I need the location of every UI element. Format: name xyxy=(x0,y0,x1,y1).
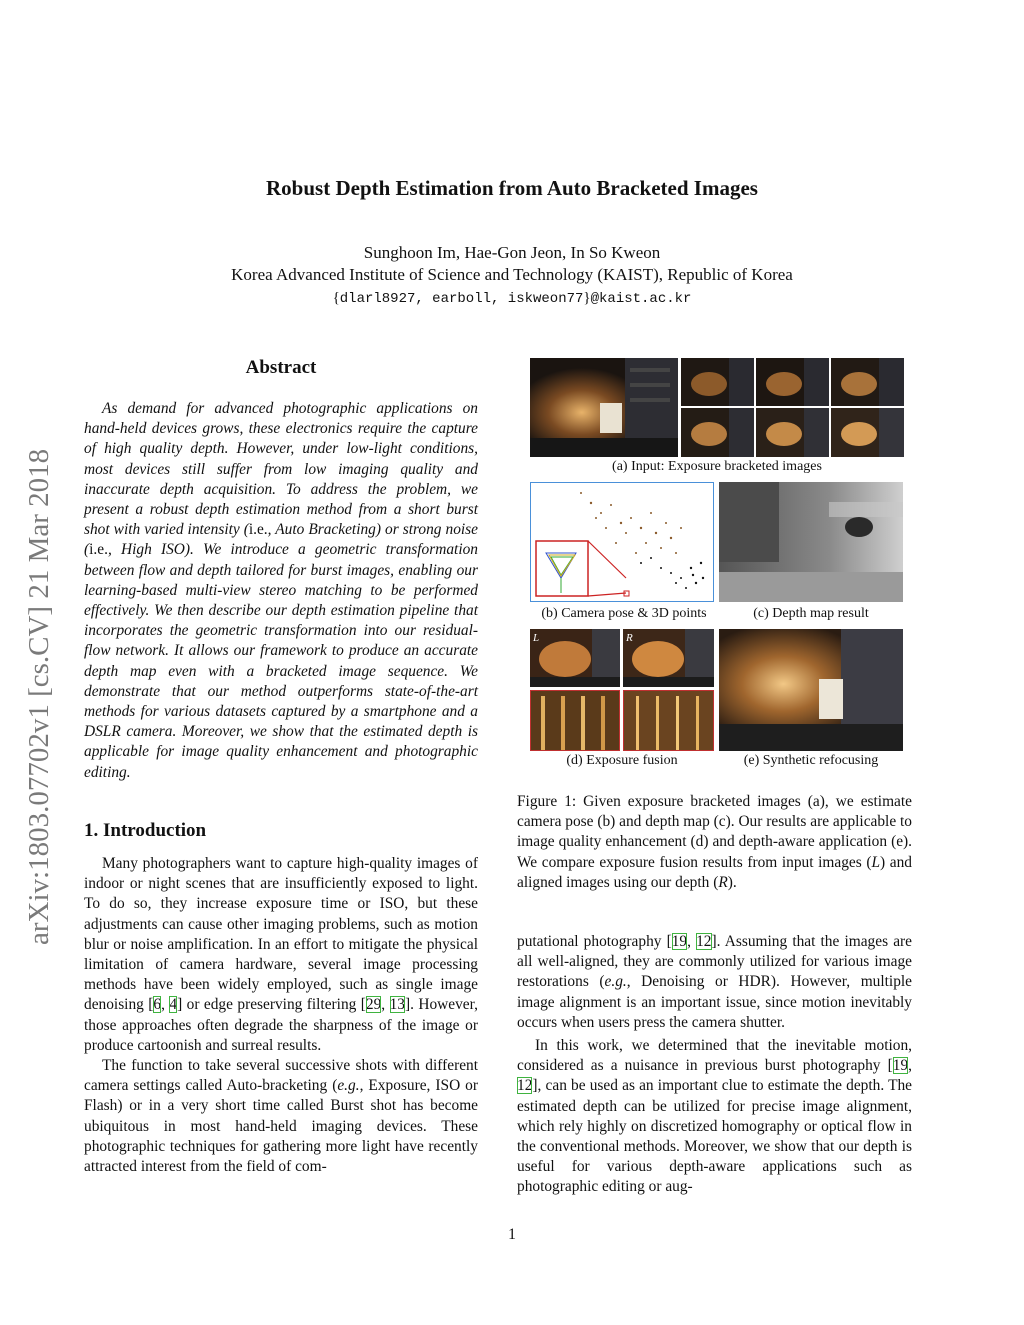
email-brace-close: } xyxy=(583,290,591,306)
figure-panel-d-1 xyxy=(530,629,620,687)
bracket-thumb-image xyxy=(831,358,904,406)
abstract-ie-1: i.e. xyxy=(248,521,268,539)
figure-panel-d-3 xyxy=(530,690,620,751)
citation-link[interactable]: 19 xyxy=(671,933,688,950)
paper-title: Robust Depth Estimation from Auto Bracketed Images xyxy=(266,176,758,200)
night-scene-image xyxy=(530,358,678,457)
right-paragraph-1 xyxy=(517,932,912,1033)
figure-panel-b xyxy=(530,482,714,602)
abstract-heading: Abstract xyxy=(245,357,317,378)
bracket-thumb-image xyxy=(756,408,829,457)
fusion-crop-image xyxy=(624,691,714,751)
caption-panel-a: (a) Input: Exposure bracketed images xyxy=(612,459,822,474)
right-text-1b: ]. Assuming that the images are all well-aligned, they are commonly utilized for various image restorations ( xyxy=(517,933,912,991)
right-column-body xyxy=(517,932,912,1198)
caption-panel-b: (b) Camera pose & 3D points xyxy=(541,606,707,621)
depth-map-image xyxy=(719,482,903,602)
citation-link[interactable]: 13 xyxy=(389,996,405,1014)
right-text-1c: , Denoising or HDR). However, multiple image alignment is an important issue, since motion inevitably occurs when users press the camera shutter. xyxy=(517,973,912,1031)
refocus-image xyxy=(719,629,903,751)
citation-link[interactable]: 4 xyxy=(169,996,178,1014)
citation-separator: , xyxy=(687,933,697,950)
figure-panel-a-thumb-5 xyxy=(756,408,829,457)
right-text-2a: In this work, we determined that the inevitable motion, considered as a nuisance in previous burst photography [ xyxy=(517,1037,912,1075)
intro-heading: 1. Introduction xyxy=(84,820,207,841)
intro-text-1c: ]. However, those approaches often degrade the sharpness of the image or produce cartoonish and surreal results. xyxy=(84,996,478,1054)
fusion-image xyxy=(623,629,714,687)
bracket-thumb-image xyxy=(756,358,829,406)
figure-caption-text-b: ) and aligned images using our depth ( xyxy=(517,853,912,891)
citation-separator: , xyxy=(161,996,170,1014)
intro-paragraph-1 xyxy=(84,854,478,1056)
intro-eg: e.g. xyxy=(337,1077,360,1095)
bracket-thumb-image xyxy=(681,408,754,457)
abstract-text-3: , High ISO). We introduce a geometric transformation between flow and depth tailored for burst images, enabling our learning-based multi-view stereo matching to be performed effectively. We then describe our depth estimation pipeline that incorporates the geometric transformation into our residual-flow network. It allows our framework to produce an accurate depth map even with a bracketed image sequence. We demonstrate that our method outperforms state-of-the-art methods for various datasets captured by a smartphone and a DSLR camera. Moreover, we show that the estimated depth is applicable for image quality enhancement and photographic editing. xyxy=(84,541,478,781)
citation-separator: , xyxy=(381,996,390,1014)
author-names: Sunghoon Im, Hae-Gon Jeon, In So Kweon xyxy=(363,243,661,262)
right-text-1a: putational photography [ xyxy=(517,933,672,950)
figure-panel-d-4 xyxy=(623,690,714,751)
abstract-text-2: , Auto Bracketing) or strong noise ( xyxy=(84,521,478,559)
intro-text-1a: Many photographers want to capture high-quality images of indoor or night scenes that are insufficiently exposed to light. To do so, they increase exposure time or ISO, but these adjustments can cause other imaging problems, such as motion blur or noise amplification. In an effort to mitigate the physical limitation of camera hardware, several image processing methods have been widely employed, such as single image denoising [ xyxy=(84,855,478,1014)
figure-panel-c xyxy=(719,482,903,602)
abstract-ie-2: i.e. xyxy=(89,541,108,559)
intro-text-2b: , Exposure, ISO or Flash) or in a very short time called Burst shot has become ubiquitous in most hand-held imaging devices. These photographic techniques for gathering more light have recently attracted interest from the field of com- xyxy=(84,1077,478,1176)
email-brace-open: { xyxy=(332,290,340,306)
citation-link[interactable]: 12 xyxy=(517,1077,533,1095)
point-cloud-image xyxy=(531,483,714,602)
abstract-body xyxy=(84,399,478,783)
figure-panel-a-thumb-3 xyxy=(831,358,904,406)
fusion-crop-image xyxy=(531,691,620,751)
abstract-text-1: As demand for advanced photographic applications on hand-held devices grows, these electronics require the capture of high quality depth. However, under low-light conditions, most devices still suffer from low imaging quality and inaccurate depth acquisition. To address the problem, we present a robust depth estimation method from a short burst shot with varied intensity ( xyxy=(84,400,478,539)
right-paragraph-2 xyxy=(517,1036,912,1198)
intro-text-1b: ] or edge preserving filtering [ xyxy=(177,996,366,1014)
bracket-thumb-image xyxy=(831,408,904,457)
figure-panel-a-thumb-2 xyxy=(756,358,829,406)
label-L: L xyxy=(533,632,540,644)
citation-link[interactable]: 6 xyxy=(153,996,162,1014)
author-emails xyxy=(0,290,1024,307)
right-eg: e.g. xyxy=(604,973,627,991)
email-users: dlarl8927, earboll, iskweon77 xyxy=(339,291,584,307)
figure-panel-e xyxy=(719,629,903,751)
figure-caption-R: R xyxy=(718,873,728,891)
figure-caption-L: L xyxy=(871,853,881,871)
figure-panel-a-thumb-4 xyxy=(681,408,754,457)
citation-link[interactable]: 12 xyxy=(696,933,712,950)
intro-text-2a: The function to take several successive shots with different camera settings called Auto-bracketing ( xyxy=(84,1057,478,1095)
email-domain: @kaist.ac.kr xyxy=(590,291,692,307)
intro-body xyxy=(84,854,478,1177)
author-block xyxy=(0,242,1024,286)
figure-caption-text-c: ). xyxy=(727,873,737,891)
page-number: 1 xyxy=(508,1226,516,1243)
arxiv-stamp xyxy=(18,345,60,945)
citation-link[interactable]: 19 xyxy=(892,1057,909,1075)
citation-link[interactable]: 29 xyxy=(365,996,382,1014)
caption-panel-c: (c) Depth map result xyxy=(753,606,869,621)
figure-panel-a-main xyxy=(530,358,678,457)
author-affiliation: Korea Advanced Institute of Science and Technology (KAIST), Republic of Korea xyxy=(231,265,793,284)
intro-paragraph-2 xyxy=(84,1056,478,1177)
figure-caption xyxy=(517,792,912,893)
figure-panel-a-thumb-6 xyxy=(831,408,904,457)
arxiv-id: arXiv:1803.07702v1 [cs.CV] 21 Mar 2018 xyxy=(23,448,55,945)
right-text-2b: ], can be used as an important clue to estimate the depth. The estimated depth can be utilized for precise image alignment, which rely highly on discretized homography or optical flow in the conventional methods. Moreover, we show that our depth is useful for various depth-aware applications such as photographic editing or aug- xyxy=(517,1077,912,1196)
caption-panel-d: (d) Exposure fusion xyxy=(566,753,678,768)
bracket-thumb-image xyxy=(681,358,754,406)
label-R: R xyxy=(626,632,633,644)
caption-panel-e: (e) Synthetic refocusing xyxy=(743,753,879,768)
citation-separator: , xyxy=(908,1057,912,1075)
figure-caption-text-a: Figure 1: Given exposure bracketed images (a), we estimate camera pose (b) and depth map (c). Our results are applicable to image quality enhancement (d) and depth-aware application (e). We compare exposure fusion results from input images ( xyxy=(517,793,912,871)
fusion-image xyxy=(530,629,620,687)
figure-panel-d-2 xyxy=(623,629,714,687)
figure-panel-a-thumb-1 xyxy=(681,358,754,406)
